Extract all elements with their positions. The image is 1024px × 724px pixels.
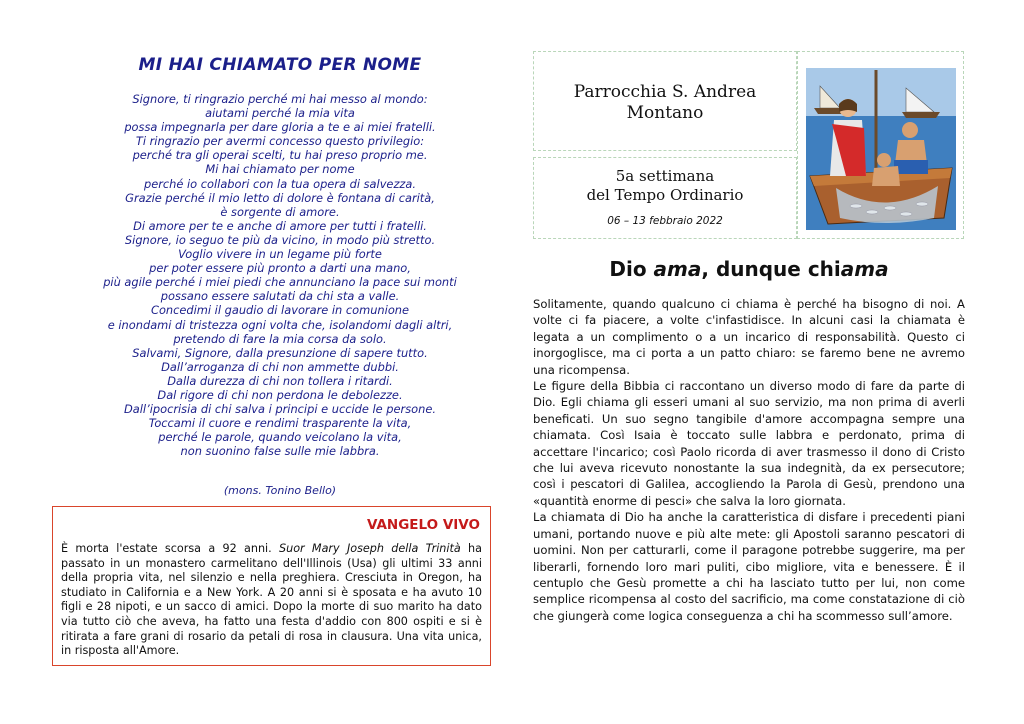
parish-line2: Montano bbox=[626, 103, 704, 123]
prayer-text bbox=[60, 92, 500, 458]
prayer-line: per poter essere più pronto a darti una mano, bbox=[149, 261, 411, 276]
prayer-line: Ti ringrazio per avermi concesso questo privilegio: bbox=[135, 134, 425, 149]
week-line2: del Tempo Ordinario bbox=[586, 186, 744, 204]
vangelo-vivo-box bbox=[52, 506, 491, 666]
jesus-fishermen-illustration bbox=[806, 68, 956, 230]
article-title bbox=[533, 257, 965, 281]
prayer-line: aiutami perché la mia vita bbox=[205, 106, 355, 121]
prayer-line: non suonino false sulle mie labbra. bbox=[180, 444, 380, 459]
prayer-line: più agile perché i miei piedi che annunciano la pace sui monti bbox=[103, 275, 457, 290]
prayer-line: Signore, io seguo te più da vicino, in modo più stretto. bbox=[124, 232, 436, 247]
prayer-line: e inondami di tristezza ogni volta che, isolandomi dagli altri, bbox=[107, 317, 453, 332]
week-line1: 5a settimana bbox=[615, 167, 715, 185]
prayer-line: Signore, ti ringrazio perché mi hai messo al mondo: bbox=[132, 92, 428, 106]
article-title-part1: Dio bbox=[609, 257, 654, 281]
prayer-line: Voglio vivere in un legame più forte bbox=[178, 247, 382, 262]
prayer-line: perché le parole, quando veicolano la vita, bbox=[158, 430, 402, 445]
prayer-line: Dall’ipocrisia di chi salva i principi e uccide le persone. bbox=[124, 402, 436, 417]
prayer-line: perché io collabori con la tua opera di salvezza. bbox=[143, 176, 416, 191]
parish-line1: Parrocchia S. Andrea bbox=[573, 82, 757, 102]
week-dates: 06 – 13 febbraio 2022 bbox=[607, 215, 723, 227]
prayer-line: Dall’arroganza di chi non ammette dubbi. bbox=[161, 359, 399, 374]
prayer-line: possano essere salutati da chi sta a valle. bbox=[160, 289, 400, 304]
article-paragraph: Solitamente, quando qualcuno ci chiama è perché ha bisogno di noi. A volte ci fa piacere, a volte c'infastidisce. In alcuni casi la chiamata è legata a un complimento o a un incarico di responsabilità. Questo ci inorgoglisce, ma ci porta a un patto chiaro: se faremo bene ne avremo una ricompensa. bbox=[533, 297, 965, 377]
prayer-line: è sorgente di amore. bbox=[220, 204, 340, 219]
prayer-line: possa impegnarla per dare gloria a te e ai miei fratelli. bbox=[124, 120, 436, 135]
prayer-author: (mons. Tonino Bello) bbox=[223, 484, 337, 497]
vangelo-name: Suor Mary Joseph della Trinità bbox=[279, 542, 461, 555]
vangelo-text-start: È morta l'estate scorsa a 92 anni. bbox=[61, 542, 279, 555]
prayer-line: Mi hai chiamato per nome bbox=[205, 162, 355, 177]
prayer-line: Dalla durezza di chi non tollera i ritardi. bbox=[167, 373, 393, 388]
article-paragraph: Le figure della Bibbia ci raccontano un diverso modo di fare da parte di Dio. Egli chiama gli esseri umani al suo servizio, ma non prima di averli beneficati. Un suo segno tangibile d'amore accompagna sempre una chiamata. Così Isaia è toccato sulle labbra e perdonato, prima di accettare l'incarico; così Paolo ricorda di aver trasmesso il dono di Cristo che lui aveva ricevuto nonostante la sua indegnità, da ex persecutore; così i pescatori di Galilea, accogliendo la Parola di Gesù, prendono una «quantità enorme di pesci» che salva la loro giornata. bbox=[533, 379, 965, 508]
article-title-part2: , dunque chi bbox=[701, 257, 841, 281]
vangelo-text bbox=[61, 542, 482, 659]
prayer-line: Grazie perché il mio letto di dolore è fontana di carità, bbox=[125, 190, 435, 205]
vangelo-text-rest: ha passato in un monastero carmelitano dell'Illinois (Usa) gli ultimi 33 anni della propria vita, nel silenzio e nella preghiera. Cresciuta in Oregon, ha studiato in California e a New York. A 20 anni si è sposata e ha avuto 10 figli e 28 nipoti, e un sacco di amici. Dopo la morte di suo marito ha dato via tutto ciò che aveva, ha fatto una festa d'addio con 800 ospiti e si è ritirata a fare grani di rosario da petali di rosa in clausura. Una vita unica, in risposta all'Amore. bbox=[61, 542, 482, 658]
prayer-line: Dal rigore di chi non perdona le debolezze. bbox=[157, 387, 403, 402]
article-body bbox=[533, 296, 965, 624]
prayer-line: Salvami, Signore, dalla presunzione di sapere tutto. bbox=[132, 345, 428, 360]
prayer-line: perché tra gli operai scelti, tu hai preso proprio me. bbox=[132, 148, 428, 163]
prayer-line: Toccami il cuore e rendimi trasparente la vita, bbox=[148, 416, 412, 431]
prayer-title: MI HAI CHIAMATO PER NOME bbox=[138, 55, 422, 75]
article-title-italic1: ama bbox=[653, 257, 702, 281]
prayer-line: Di amore per te e anche di amore per tutti i fratelli. bbox=[133, 218, 427, 233]
article-paragraph: La chiamata di Dio ha anche la caratteristica di disfare i precedenti piani umani, portando nuove e più alte mete: gli Apostoli saranno pescatori di uomini. Non per catturarli, come il paragone potrebbe suggerire, ma per liberarli, fornendo loro mari puliti, cibo migliore, vita e benessere. È il centuplo che Gesù promette a chi ha lasciato tutto per lui, non come semplice ricompensa al costo del sacrificio, ma come constatazione di ciò che giungerà come logica conseguenza a chi ha scommesso sull’amore. bbox=[533, 510, 965, 623]
article-title-italic2: ama bbox=[840, 257, 889, 281]
prayer-line: pretendo di fare la mia corsa da solo. bbox=[173, 331, 387, 346]
vangelo-title: VANGELO VIVO bbox=[366, 517, 480, 533]
prayer-line: Concedimi il gaudio di lavorare in comunione bbox=[150, 303, 410, 318]
week-title bbox=[533, 167, 797, 205]
parish-name bbox=[533, 82, 797, 124]
